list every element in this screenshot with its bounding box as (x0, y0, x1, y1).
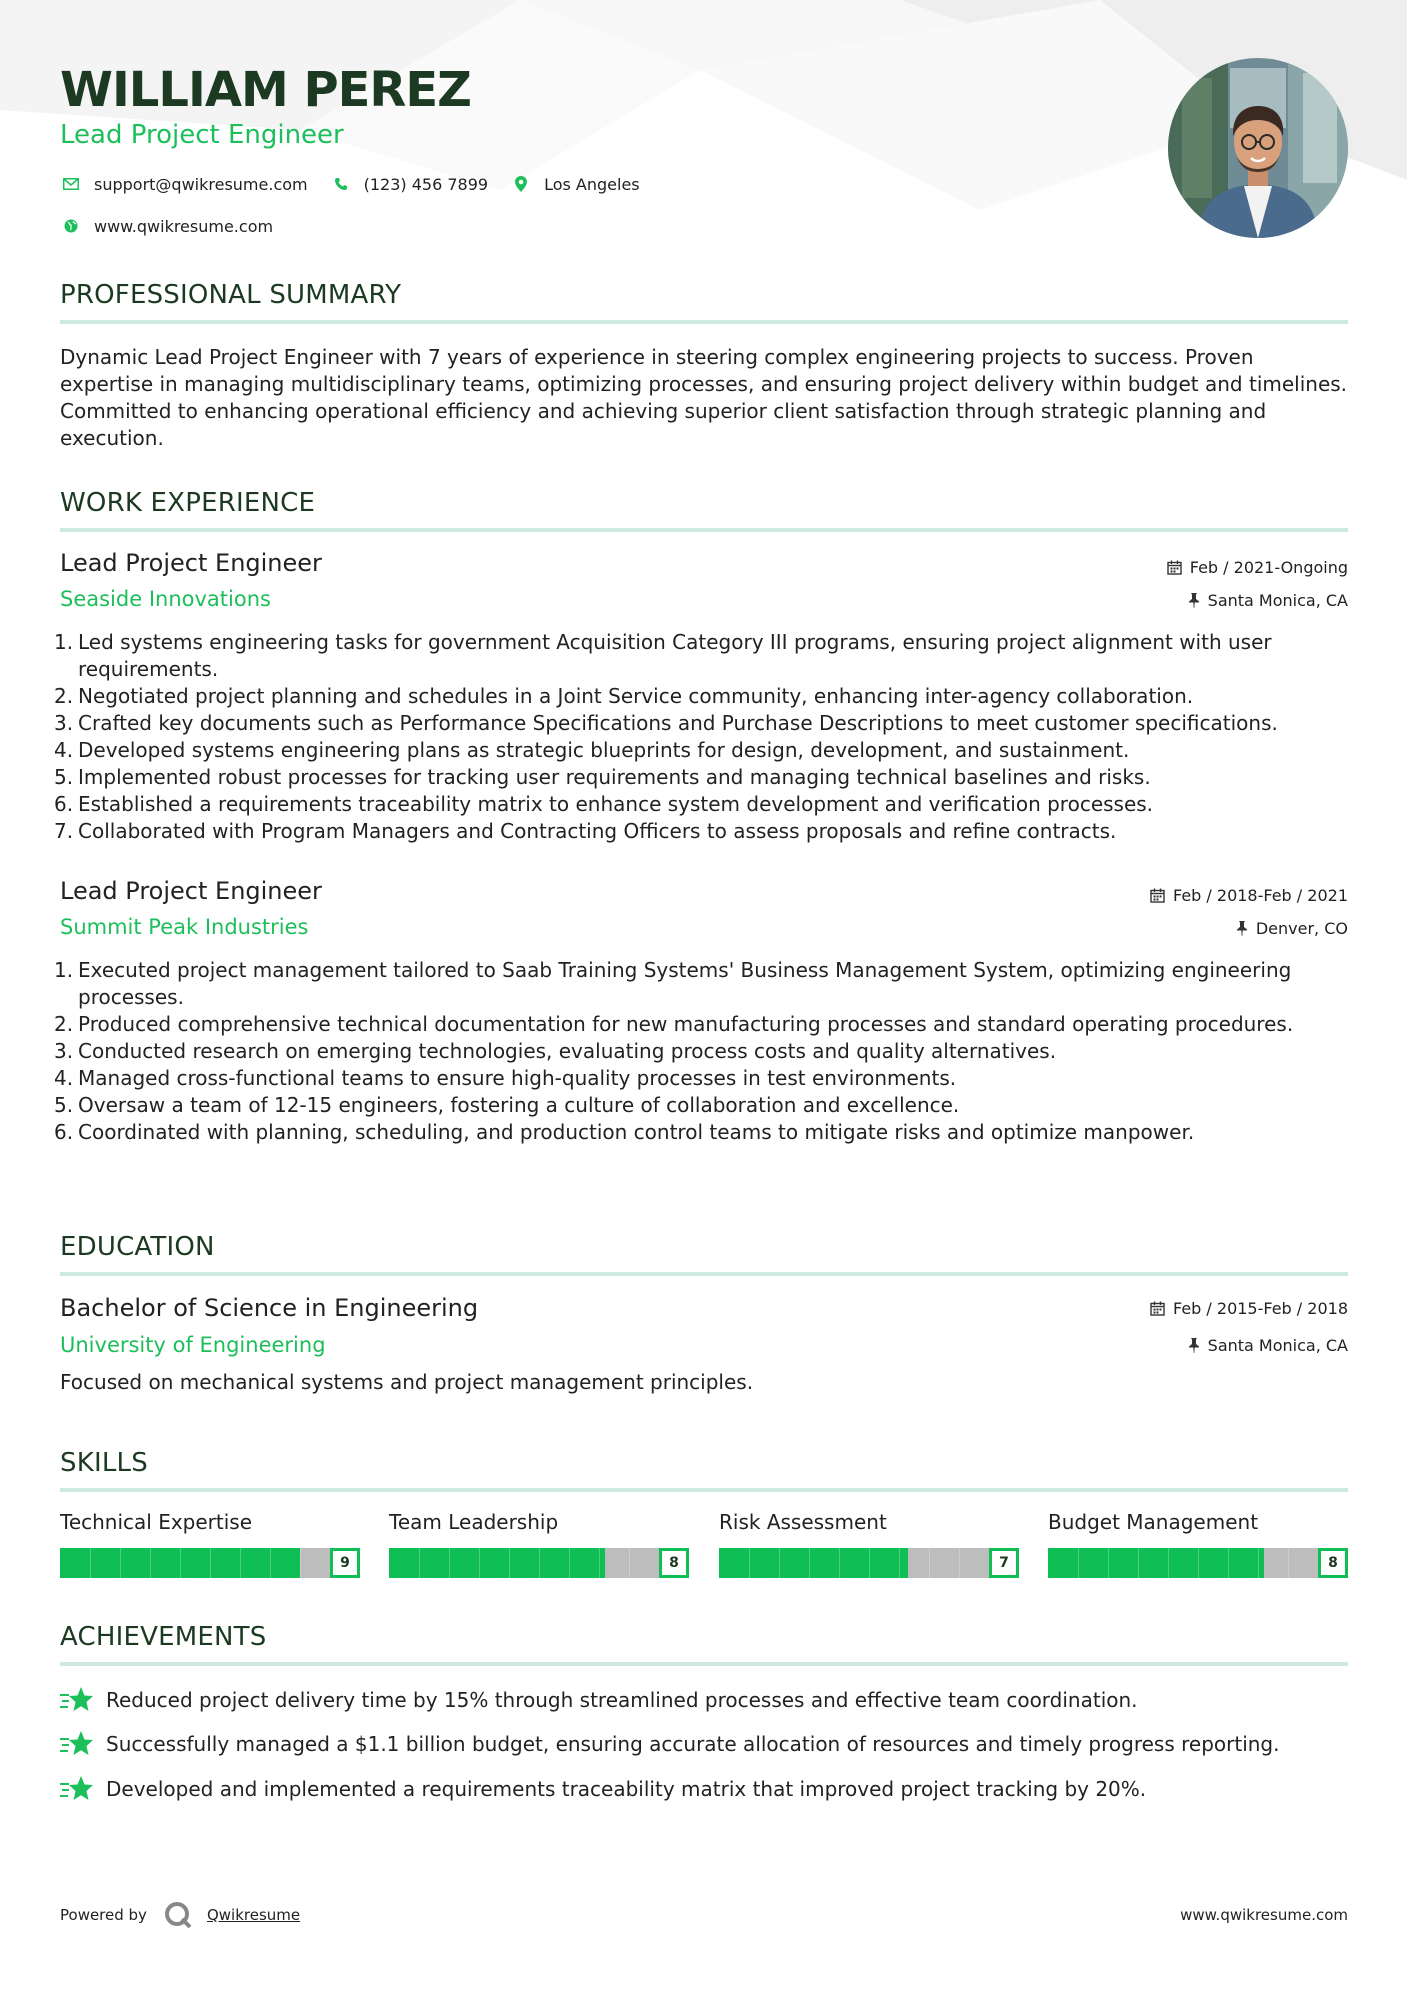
section-title-skills: SKILLS (60, 1448, 148, 1478)
skill-score: 7 (989, 1548, 1019, 1578)
contact-website[interactable] (60, 215, 273, 237)
footer-url[interactable]: www.qwikresume.com (1180, 1906, 1348, 1924)
list-item: 3. Conducted research on emerging technologies, evaluating process costs and quality alternatives. (54, 1039, 1057, 1063)
skill-name: Risk Assessment (719, 1510, 887, 1534)
skill-bar-segment (629, 1548, 630, 1578)
skill-bar-segment (120, 1548, 121, 1578)
skill-item (719, 1510, 1019, 1578)
education-school: University of Engineering (60, 1333, 326, 1357)
location-text: Los Angeles (544, 174, 640, 194)
job-bullets (54, 957, 1350, 1146)
section-title-achievements: ACHIEVEMENTS (60, 1622, 267, 1652)
education-location (1188, 1336, 1348, 1355)
skill-bar-segment (1078, 1548, 1079, 1578)
skill-item (389, 1510, 689, 1578)
skill-bar-segment (1138, 1548, 1139, 1578)
education-description: Focused on mechanical systems and project management principles. (60, 1370, 754, 1394)
job-title: Lead Project Engineer (60, 549, 322, 577)
skill-bar-segment (180, 1548, 181, 1578)
skill-bar-segment (1198, 1548, 1199, 1578)
skill-name: Team Leadership (389, 1510, 559, 1534)
list-item: 4. Managed cross-functional teams to ensure high-quality processes in test environments. (54, 1066, 957, 1090)
skill-bar-segment (90, 1548, 91, 1578)
candidate-name: WILLIAM PEREZ (60, 62, 471, 118)
skill-bar-segment (899, 1548, 900, 1578)
email-text: support@qwikresume.com (94, 174, 308, 194)
pushpin-icon (1188, 1338, 1200, 1353)
avatar (1168, 58, 1348, 238)
skill-score: 9 (330, 1548, 360, 1578)
skill-bar-segment (1258, 1548, 1259, 1578)
skill-bar-segment (929, 1548, 930, 1578)
section-divider (60, 320, 1348, 324)
list-item: 5. Implemented robust processes for tracking user requirements and managing technical baselines and risks. (54, 765, 1151, 789)
footer-powered-by (60, 1900, 300, 1930)
job-dates (1167, 558, 1348, 577)
list-item: 6. Established a requirements traceability matrix to enhance system development and verification processes. (54, 792, 1154, 816)
calendar-icon (1150, 888, 1165, 903)
profile-photo (1168, 58, 1348, 238)
job-bullets (54, 629, 1350, 845)
star-icon (60, 1685, 94, 1715)
skill-bar-fill (719, 1548, 908, 1578)
website-text: www.qwikresume.com (94, 216, 274, 236)
skill-bar-segment (1108, 1548, 1109, 1578)
star-icon (60, 1774, 94, 1804)
star-icon (60, 1729, 94, 1759)
skill-bar-segment (509, 1548, 510, 1578)
envelope-icon (60, 173, 82, 195)
phone-text: (123) 456 7899 (363, 174, 489, 194)
list-item: 4. Developed systems engineering plans as strategic blueprints for design, development, and sustainment. (54, 738, 1130, 762)
skill-bar-segment (240, 1548, 241, 1578)
job-dates-text: Feb / 2018-Feb / 2021 (1173, 886, 1348, 905)
skill-bar-segment (959, 1548, 960, 1578)
skill-bar (389, 1548, 689, 1578)
education-dates-text: Feb / 2015-Feb / 2018 (1173, 1299, 1348, 1318)
pushpin-icon (1188, 593, 1200, 608)
qwikresume-logo-icon (163, 1900, 193, 1930)
skill-score: 8 (659, 1548, 689, 1578)
skill-bar-segment (749, 1548, 750, 1578)
skill-bar-fill (389, 1548, 605, 1578)
job-location (1236, 919, 1348, 938)
section-divider (60, 1272, 1348, 1276)
section-divider (60, 1488, 1348, 1492)
skill-item (1048, 1510, 1348, 1578)
skill-bar-segment (449, 1548, 450, 1578)
skill-name: Budget Management (1048, 1510, 1259, 1534)
achievement-item (60, 1685, 1138, 1715)
skill-bar-segment (300, 1548, 301, 1578)
section-divider (60, 1662, 1348, 1666)
skill-item (60, 1510, 360, 1578)
skill-bar (60, 1548, 360, 1578)
list-item: 5. Oversaw a team of 12-15 engineers, fostering a culture of collaboration and excellence. (54, 1093, 960, 1117)
calendar-icon (1150, 1301, 1165, 1316)
powered-by-label: Powered by (60, 1906, 147, 1924)
summary-text: Dynamic Lead Project Engineer with 7 years of experience in steering complex engineering projects to success. Proven expertise in managing multidisciplinary teams, optimizing processes, and ensuring project delivery within budget and timelines. Committed to enhancing operational efficiency and achieving superior client satisfaction through strategic planning and execution. (60, 345, 1348, 450)
achievement-text: Successfully managed a $1.1 billion budget, ensuring accurate allocation of resources and timely progress reporting. (106, 1732, 1280, 1756)
job-dates-text: Feb / 2021-Ongoing (1189, 558, 1348, 577)
list-item: 6. Coordinated with planning, scheduling, and production control teams to mitigate risks and optimize manpower. (54, 1120, 1195, 1144)
job-location-text: Santa Monica, CA (1207, 591, 1348, 610)
candidate-title: Lead Project Engineer (60, 120, 344, 150)
skill-bar-segment (869, 1548, 870, 1578)
job-company: Summit Peak Industries (60, 915, 309, 939)
list-item: 2. Negotiated project planning and schedules in a Joint Service community, enhancing inter-agency collaboration. (54, 684, 1194, 708)
achievement-text: Developed and implemented a requirements traceability matrix that improved project tracking by 20%. (106, 1777, 1147, 1801)
job-location (1188, 591, 1348, 610)
achievement-item (60, 1774, 1146, 1804)
education-location-text: Santa Monica, CA (1207, 1336, 1348, 1355)
list-item: 3. Crafted key documents such as Performance Specifications and Purchase Descriptions to meet customer specifications. (54, 711, 1278, 735)
skill-bar-segment (1168, 1548, 1169, 1578)
skill-bar-segment (1228, 1548, 1229, 1578)
skill-bar-segment (270, 1548, 271, 1578)
section-title-summary: PROFESSIONAL SUMMARY (60, 280, 402, 310)
skill-bar-segment (809, 1548, 810, 1578)
calendar-icon (1167, 560, 1182, 575)
map-pin-icon (510, 173, 532, 195)
job-location-text: Denver, CO (1255, 919, 1348, 938)
job-company: Seaside Innovations (60, 587, 271, 611)
brand-link[interactable]: Qwikresume (206, 1906, 301, 1924)
skill-bar-segment (419, 1548, 420, 1578)
globe-icon (60, 215, 82, 237)
section-divider (60, 528, 1348, 532)
contact-phone[interactable] (330, 173, 488, 195)
education-degree: Bachelor of Science in Engineering (60, 1294, 479, 1322)
list-item: 1. Executed project management tailored to Saab Training Systems' Business Management System, optimizing engineering processes. (54, 958, 1292, 1009)
skill-bar-segment (479, 1548, 480, 1578)
skill-bar-segment (779, 1548, 780, 1578)
skill-bar-segment (839, 1548, 840, 1578)
job-dates (1150, 886, 1348, 905)
skill-bar-segment (150, 1548, 151, 1578)
list-item: 7. Collaborated with Program Managers and Contracting Officers to assess proposals and refine contracts. (54, 819, 1117, 843)
skill-score: 8 (1318, 1548, 1348, 1578)
skill-bar-segment (569, 1548, 570, 1578)
education-dates (1150, 1299, 1348, 1318)
list-item: 2. Produced comprehensive technical documentation for new manufacturing processes and standard operating procedures. (54, 1012, 1294, 1036)
skill-bar-segment (539, 1548, 540, 1578)
pushpin-icon (1236, 921, 1248, 936)
list-item: 1. Led systems engineering tasks for government Acquisition Category III programs, ensuring project alignment with user requirements. (54, 630, 1272, 681)
skill-bar-segment (1288, 1548, 1289, 1578)
website-row (60, 214, 295, 238)
phone-icon (330, 173, 352, 195)
skill-bar (719, 1548, 1019, 1578)
achievement-text: Reduced project delivery time by 15% through streamlined processes and effective team coordination. (106, 1688, 1138, 1712)
job-title: Lead Project Engineer (60, 877, 322, 905)
contact-email[interactable] (60, 173, 308, 195)
contact-row (60, 172, 662, 196)
skill-name: Technical Expertise (60, 1510, 253, 1534)
achievement-item (60, 1729, 1280, 1759)
contact-location (510, 173, 640, 195)
skill-bar (1048, 1548, 1348, 1578)
section-title-experience: WORK EXPERIENCE (60, 488, 316, 518)
section-title-education: EDUCATION (60, 1232, 215, 1262)
skill-bar-fill (1048, 1548, 1264, 1578)
skill-bar-segment (599, 1548, 600, 1578)
skill-bar-segment (210, 1548, 211, 1578)
